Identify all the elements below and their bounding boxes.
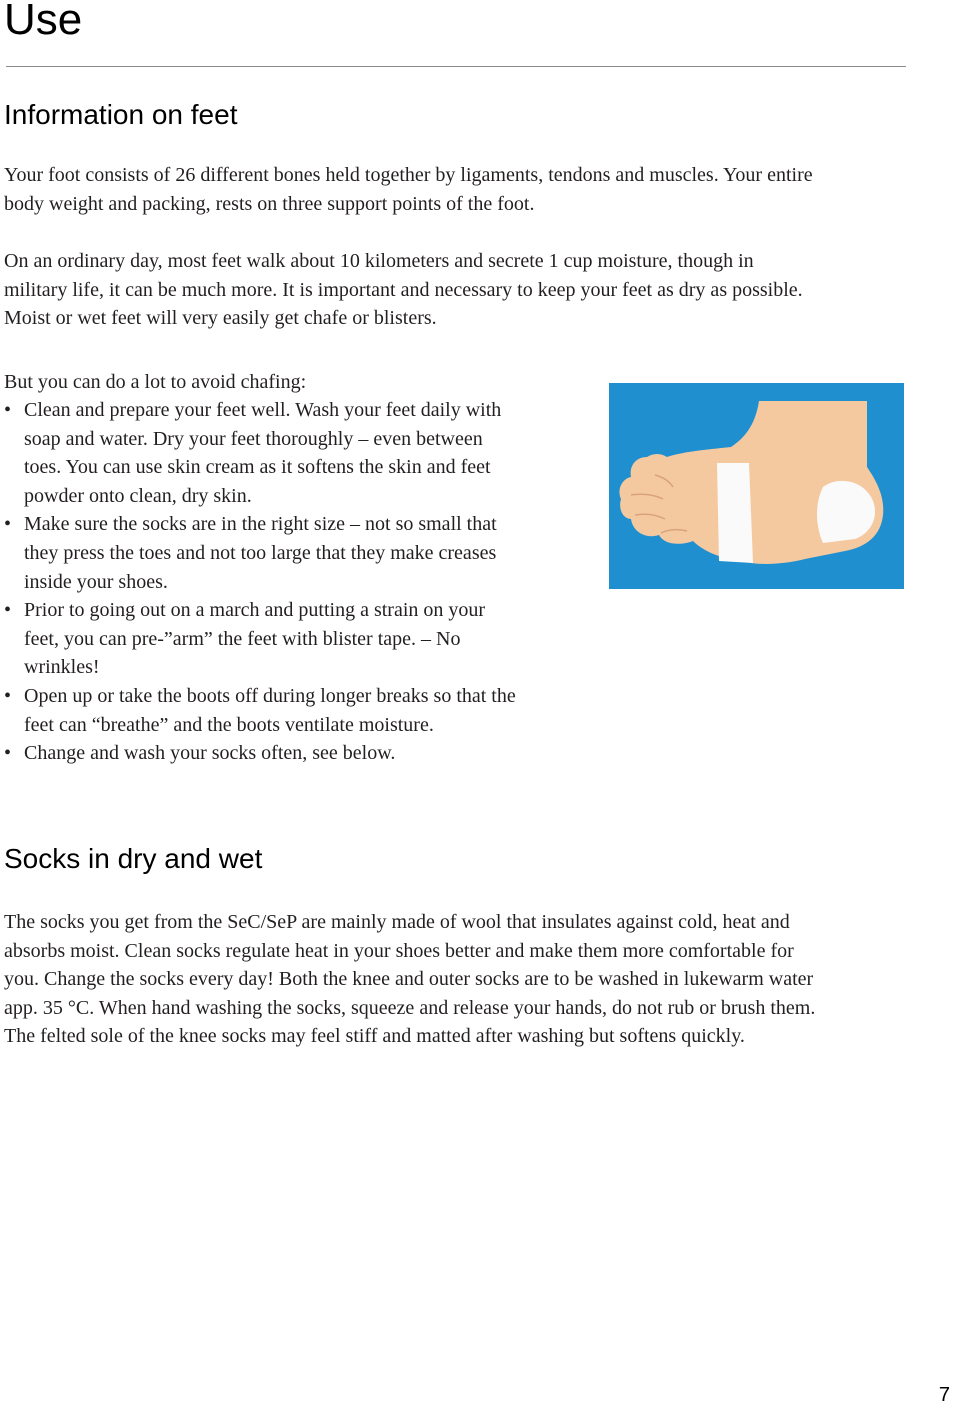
paragraph-foot-moisture [4,247,803,333]
page-number: 7 [938,1384,950,1406]
list-item-line: toes. You can use skin cream as it softens the skin and feet [24,456,491,479]
paragraph-line: Moist or wet feet will very easily get chafe or blisters. [4,307,437,330]
paragraph-line: Your foot consists of 26 different bones held together by ligaments, tendons and muscles. Your entire [4,164,813,186]
list-item-line: inside your shoes. [24,570,168,593]
section-heading-feet: Information on feet [4,99,238,130]
list-item [4,682,584,739]
bullet-icon: • [4,513,12,536]
list-item-line: wrinkles! [24,656,100,679]
list-item-line: Open up or take the boots off during longer breaks so that the [24,684,516,707]
blister-tape-ankle [717,463,753,563]
paragraph-line: body weight and packing, rests on three support points of the foot. [4,192,535,215]
list-item-line: feet can “breathe” and the boots ventilate moisture. [24,713,434,736]
paragraph-line: The socks you get from the SeC/SeP are mainly made of wool that insulates against cold, heat and [4,911,790,933]
list-item [4,739,584,768]
section-heading-socks: Socks in dry and wet [4,843,263,874]
list-item [4,510,584,596]
list-item-line: feet, you can pre-”arm” the feet with blister tape. – No [24,627,461,650]
paragraph-line: absorbs moist. Clean socks regulate heat in your shoes better and make them more comfortable for [4,939,794,962]
paragraph-foot-anatomy [4,161,813,218]
bullet-icon: • [4,742,12,765]
chafing-intro: But you can do a lot to avoid chafing: [4,371,307,393]
list-item-line: Prior to going out on a march and putting a strain on your [24,599,486,622]
title-divider [6,66,906,67]
chafing-tips-list [4,396,584,768]
list-item [4,396,584,510]
list-item-line: soap and water. Dry your feet thoroughly – even between [24,427,483,450]
paragraph-socks [4,908,815,1051]
list-item [4,596,584,682]
paragraph-line: military life, it can be much more. It is important and necessary to keep your feet as dry as possible. [4,278,803,301]
list-item-line: powder onto clean, dry skin. [24,484,252,507]
bullet-icon: • [4,684,12,707]
taped-foot-illustration [609,383,904,589]
list-item-line: Make sure the socks are in the right size – not so small that [24,513,497,536]
list-item-line: they press the toes and not too large that they make creases [24,541,497,564]
list-item-line: Clean and prepare your feet well. Wash your feet daily with [24,399,502,421]
paragraph-line: you. Change the socks every day! Both the knee and outer socks are to be washed in lukewarm water [4,968,814,991]
bullet-icon: • [4,599,12,622]
paragraph-line: On an ordinary day, most feet walk about 10 kilometers and secrete 1 cup moisture, though in [4,250,754,272]
paragraph-line: The felted sole of the knee socks may feel stiff and matted after washing but softens quickly. [4,1025,745,1048]
bullet-icon: • [4,399,12,421]
page-title: Use [4,0,83,44]
paragraph-line: app. 35 °C. When hand washing the socks, squeeze and release your hands, do not rub or brush them. [4,996,816,1019]
list-item-line: Change and wash your socks often, see below. [24,742,396,765]
